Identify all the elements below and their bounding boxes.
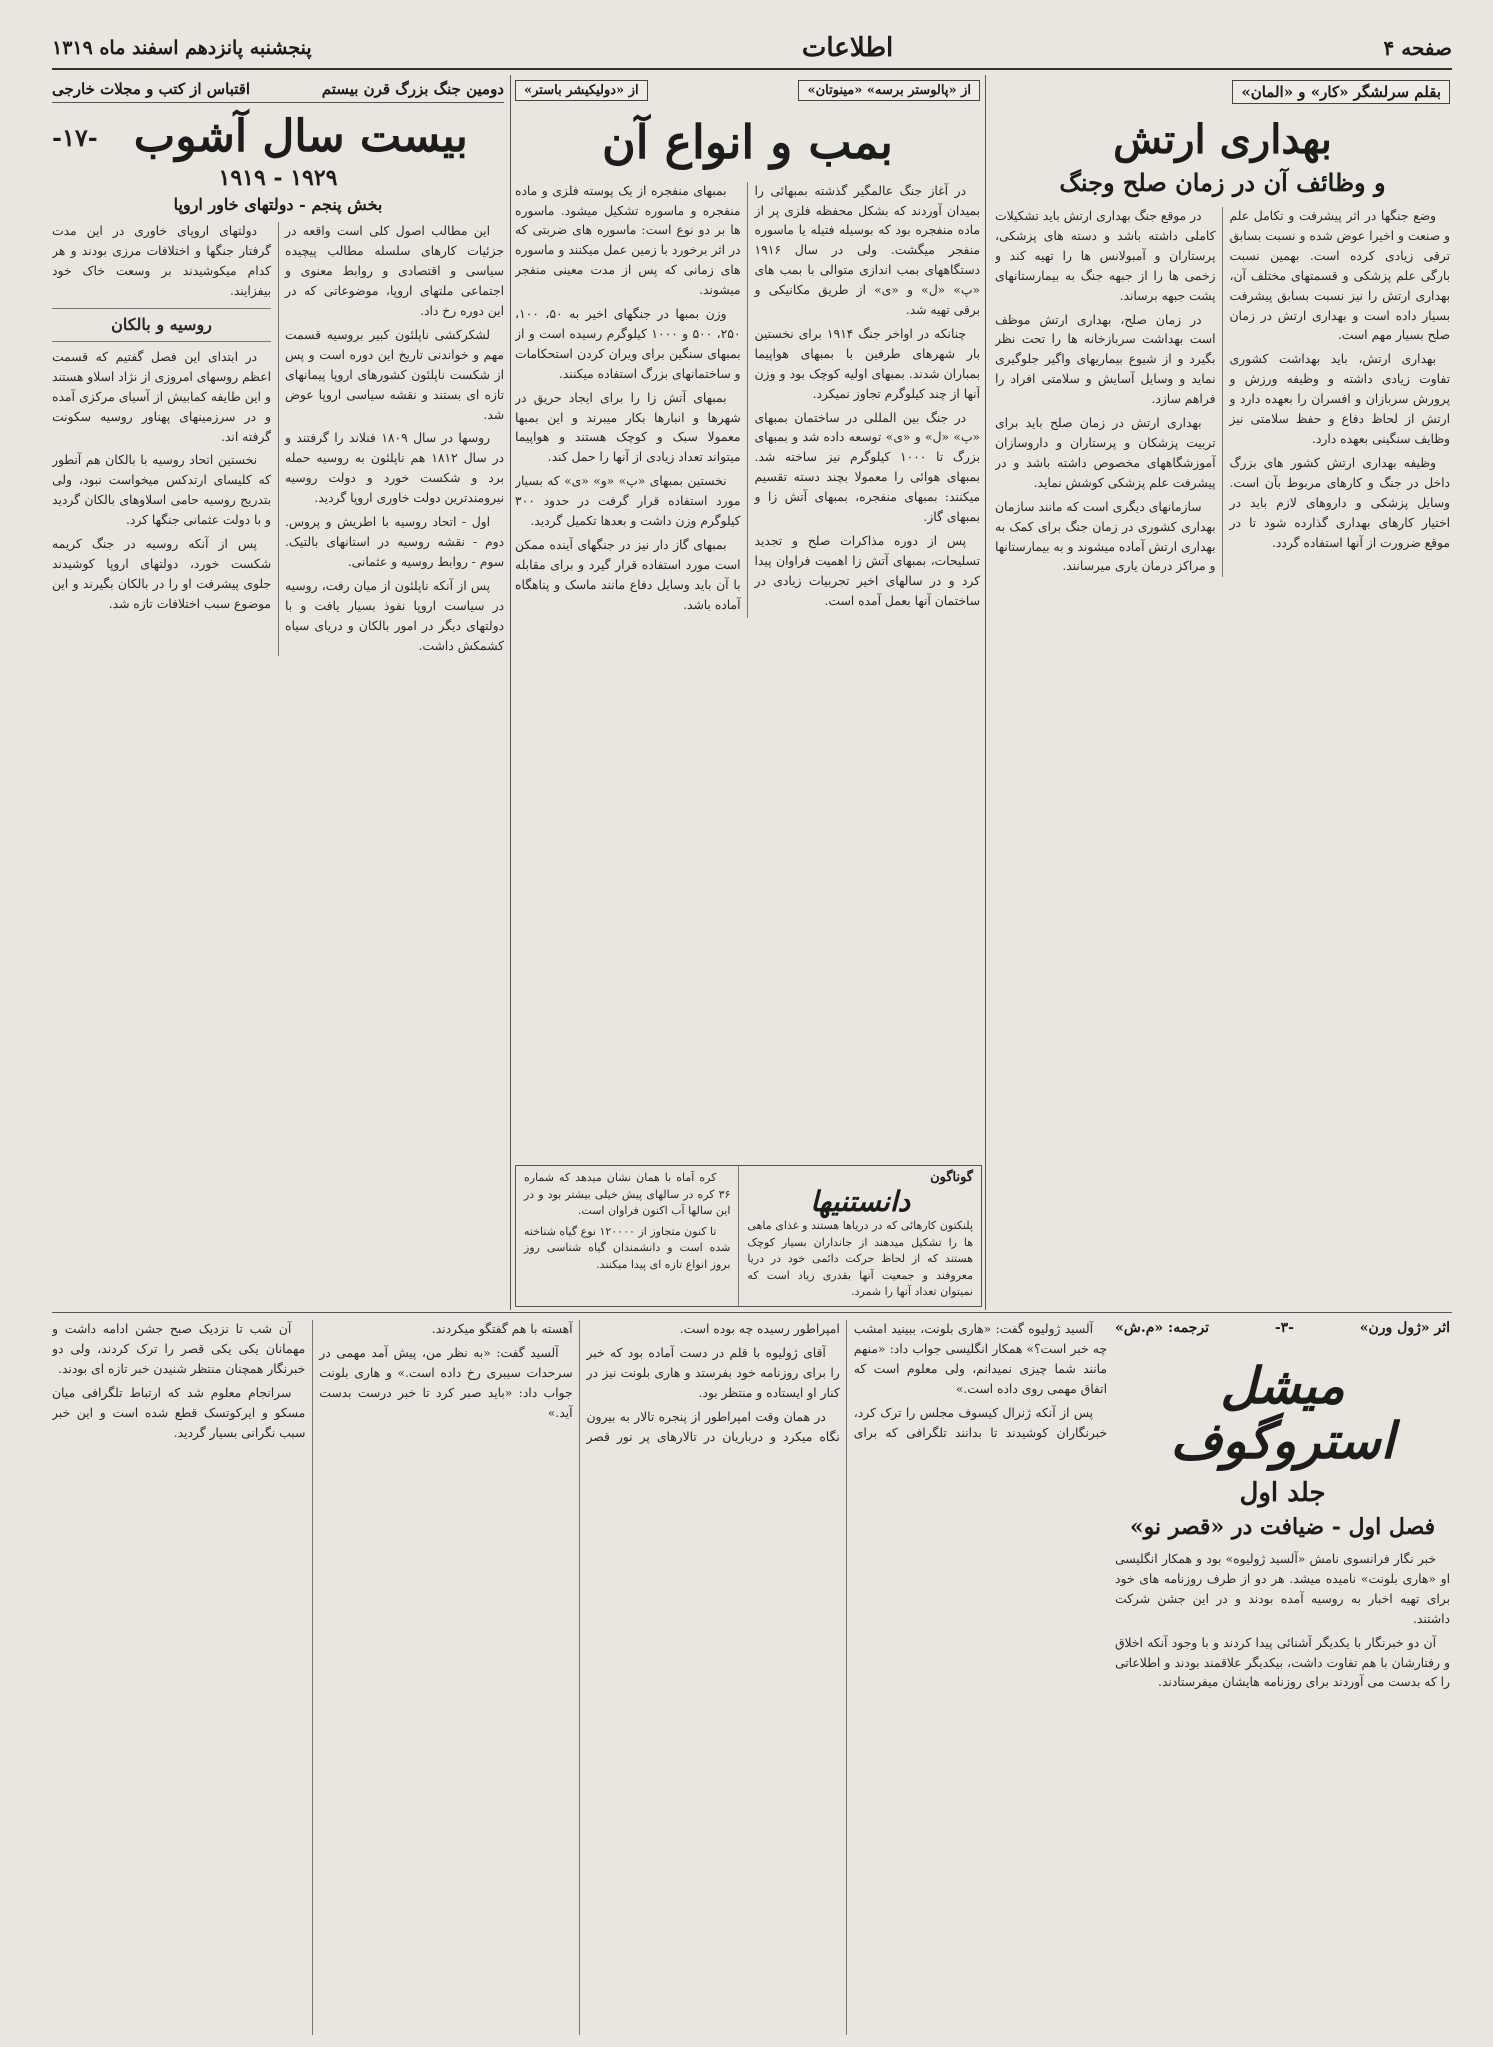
article-bombs-byline-2: از «پالوستر برسه» «مینوتان»	[798, 80, 980, 101]
article-bombs-body	[515, 182, 980, 618]
paragraph: در همان وقت امپراطور از پنجره تالار به بیرون نگاه میکرد و درباریان در تالارهای پر نور قصر آهسته با هم گفتگو میکردند.	[431, 1322, 840, 1444]
paragraph: پس از دوره مذاکرات صلح و تجدید تسلیحات، بمبهای آتش زا اهمیت فراوان پیدا کرد و در سالهای اخیر تجربیات زیادی در ساختمان آنها بعمل آمده است.	[754, 534, 980, 608]
paragraph: پس از آنکه ناپلئون از میان رفت، روسیه در سیاست اروپا نفوذ بسیار یافت و با دولتهای دیگر در امور بالکان و دریای سیاه کشمکش داشت.	[285, 578, 504, 653]
novel-chapter: فصل اول - ضیافت در «قصر نو»	[1129, 1514, 1436, 1540]
paragraph: در جنگ بین المللی در ساختمان بمبهای «پ» «ل» و «ی» توسعه داده شد و بمبهای بزرگ تا ۱۰۰۰ کیلوگرم نیز ساخته شد. بمبهای هوائی را معمولا بچند دسته تقسیم میکنند: بمبهای منفجره، بمبهای آتش زا و بمبهای گاز.	[754, 410, 980, 525]
article-twenty-number: -۱۷-	[52, 122, 98, 152]
paragraph: دولتهای اروپای خاوری در این مدت گرفتار جنگها و اختلافات مرزی بودند و هر کدام میکوشیدند بر وسعت خاک خود بیفزایند.	[52, 224, 271, 299]
paragraph: سازمانهای دیگری است که مانند سازمان بهداری کشوری در زمان جنگ برای کمک به بهداری ارتش آماده میشوند و به بیمارستانها و مراکز درمان یاری میرسانند.	[995, 499, 1216, 574]
paragraph: در ابتدای این فصل گفتیم که قسمت اعظم روسهای امروزی از نژاد اسلاو هستند و این طایفه کمابیش از آسیای مرکزی آمده و در سرزمینهای پهناور روسیه سکونت گرفته اند.	[52, 349, 271, 444]
paragraph: نخستین بمبهای «پ» «و» «ی» که بسیار مورد استفاده قرار گرفت در حدود ۳۰۰ کیلوگرم وزن داشت و بعدها تکمیل گردید.	[515, 474, 741, 529]
paragraph: نخستین اتحاد روسیه با بالکان هم آنطور که کلیسای ارتدکس میخواست نبود، ولی بتدریج روسیه حامی اسلاوهای بالکان گردید و با دولت عثمانی جنگها کرد.	[52, 453, 271, 528]
paragraph: وضع جنگها در اثر پیشرفت و تکامل علم و صنعت و اخیرا عوض شده و نسبت بسابق ترقی زیادی کرده است. بهمین نسبت بارگی علم پزشکی و قسمتهای مختلف آن، بهداری ارتش را نیز نسبت بسابق پیشرفت بسیار داده است و بهداری ارتش در زمان صلح بسیار مهم است.	[1229, 209, 1450, 343]
misc-small-title: گوناگون	[930, 1170, 973, 1185]
paragraph: بهداری ارتش، باید بهداشت کشوری تفاوت زیادی داشته و وظیفه ورزش و پرورش سربازان و افسران را بعهده دارد و ارتش از لحاظ دفاع و حفظ سلامتی نیز وظایف سنگینی بعهده دارد.	[1229, 352, 1450, 446]
paragraph: وزن بمبها در جنگهای اخیر به ۵۰، ۱۰۰، ۲۵۰، ۵۰۰ و ۱۰۰۰ کیلوگرم رسیده است و از بمبهای سنگین برای ویران کردن استحکامات و ساختمانهای بزرگ استفاده میکنند.	[515, 307, 741, 381]
paragraph: آلسید گفت: «به نظر من، پیش آمد مهمی در سرحدات سیبری رخ داده است.» و هاری بلونت جواب داد: «باید صبر کرد تا خبر درست بدست آید.»	[319, 1345, 573, 1420]
article-twenty-series: دومین جنگ بزرگ قرن بیستم	[321, 80, 504, 98]
article-bombs-byline: از «دولیکیشر باستر»	[515, 80, 648, 101]
paragraph: آلسید ژولیوه گفت: «هاری بلونت، ببینید امشب چه خبر است؟» همکار انگلیسی جواب داد: «منهم مانند شما چیزی نمیدانم، ولی معلوم است که اتفاق مهمی روی داده است.»	[853, 1322, 1107, 1396]
paragraph: پس از آنکه روسیه در جنگ کریمه شکست خورد، دولتهای اروپا کوشیدند جلوی پیشرفت او را در بالکان بگیرند و این موضوع سبب اختلافات تازه شد.	[52, 537, 271, 611]
novel-body	[52, 1320, 1107, 2035]
paragraph: آن دو خبرنگار با یکدیگر آشنائی پیدا کردند و با وجود آنکه اخلاق و رفتارشان با هم تفاوت داشت، بیکدیگر علاقمند بودند و اطلاعاتی را که بدست می آوردند برای روزنامه هایشان میفرستادند.	[1115, 1635, 1450, 1690]
misc-title: دانستنیها	[810, 1185, 911, 1218]
paragraph: کره آماه با همان نشان میدهد که شماره ۳۶ کره در سالهای پیش خیلی بیشتر بود و در این سالها آب اکنون فراوان است.	[524, 1171, 731, 1217]
paragraph: لشکرکشی ناپلئون کبیر بروسیه قسمت مهم و خواندنی تاریخ این دوره است و پس از شکست ناپلئون کشورهای اروپا پیمانهای تازه ای بستند و نقشه سیاسی اروپا عوض شد.	[285, 327, 504, 422]
paragraph: بهداری ارتش در زمان صلح باید برای تربیت پزشکان و پرستاران و داروسازان آموزشگاههای مخصوص داشته باشد و در پیشرفت علم پزشکی کوشش نماید.	[995, 416, 1216, 490]
article-twenty-source: اقتباس از کتب و مجلات خارجی	[52, 80, 251, 98]
novel-intro	[1115, 1550, 1450, 1693]
novel-header	[1115, 1320, 1450, 2035]
newspaper-name: اطلاعات	[801, 33, 894, 63]
paragraph: چنانکه در اواخر جنگ ۱۹۱۴ برای نخستین بار شهرهای طرفین با بمبهای هواپیما بمباران شدند. بمبهای اولیه کوچک بود و وزن آنها از چند کیلوگرم تجاوز نمیکرد.	[754, 326, 980, 401]
novel-author: اثر «ژول ورن»	[1359, 1320, 1450, 1336]
paragraph: در موقع جنگ بهداری ارتش باید تشکیلات کاملی داشته باشد و دسته های پزشکی، پرستاران و آمبولانس ها را تهیه کند و زخمی ها را از جبهه جنگ به بیمارستانهای پشت جبهه برساند.	[995, 209, 1216, 303]
article-army-subtitle: و وظائف آن در زمان صلح وجنگ	[1059, 168, 1386, 197]
paragraph: آقای ژولیوه با قلم در دست آماده بود که خبر را برای روزنامه خود بفرستد و هاری بلونت نیز در کنار او ایستاده و منتظر بود.	[586, 1345, 840, 1400]
article-bombs-title: بمب و انواع آن	[602, 115, 893, 169]
page-number: صفحه ۴	[1383, 36, 1452, 60]
paragraph: این مطالب اصول کلی است واقعه در جزئیات کارهای سلسله مطالب پیچیده سیاسی و اقتصادی و روابط معنوی و اجتماعی ملتهای اروپا، موضوعاتی که در این دوره رخ داد.	[285, 224, 504, 319]
article-army-body	[995, 207, 1450, 577]
article-twenty-years: ۱۹۲۹ - ۱۹۱۹	[218, 165, 338, 192]
paragraph: بمبهای گاز دار نیز در جنگهای آینده ممکن است مورد استفاده قرار گیرد و برای مقابله با آن باید وسایل دفاع مانند ماسک و پناهگاه آماده باشد.	[515, 538, 741, 612]
novel-translator: ترجمه: «م.ش»	[1115, 1320, 1210, 1336]
article-twenty-title: بیست سال آشوب	[133, 111, 468, 162]
paragraph: آن شب تا نزدیک صبح جشن ادامه داشت و مهمانان یکی یکی قصر را ترک کردند، ولی دو خبرنگار همچنان منتظر شنیدن خبر تازه ای بودند.	[52, 1322, 306, 1376]
paragraph: خبر نگار فرانسوی نامش «آلسید ژولیوه» بود و همکار انگلیسی او «هاری بلونت» نامیده میشد. هر دو از طرف روزنامه های خود برای تهیه اخبار به روسیه آمده بودند و در این جشن شرکت داشتند.	[1115, 1552, 1450, 1626]
article-army-byline: بقلم سرلشگر «کار» و «المان»	[1232, 80, 1450, 104]
paragraph: وظیفه بهداری ارتش کشور های بزرگ داخل در جنگ و کارهای مربوط بآن است. وسایل پزشکی و داروهای لازم باید در اختیار کارهای بهداری گذارده شود تا در موقع ضرورت از آنها استفاده گردد.	[1229, 455, 1450, 550]
section-rule	[52, 1312, 1452, 1313]
article-twenty-body	[52, 222, 504, 656]
novel-number: -۳-	[1274, 1320, 1294, 1336]
article-bombs	[515, 80, 980, 1160]
column-rule	[510, 75, 511, 1310]
masthead	[52, 28, 1452, 70]
paragraph: در آغاز جنگ عالمگیر گذشته بمبهائی را بمیدان آوردند که بشکل محفظه فلزی پر از ماده منفجره بود که بوسیله فتیله یا ماسوره منفجر میگشت. ولی در سال ۱۹۱۶ دستگاههای بمب اندازی متوالی با بمب های «پ» «ل» و «ی» از طریق مکانیکی و برقی تهیه شد.	[754, 183, 980, 318]
paragraph: بمبهای آتش زا را برای ایجاد حریق در شهرها و انبارها بکار میبرند و این بمبها معمولا سبک و کوچک هستند و هواپیما میتواند تعداد زیادی از آنها را حمل کند.	[515, 390, 741, 465]
article-twenty-part: بخش پنجم - دولتهای خاور اروپا	[173, 195, 383, 215]
article-army-title: بهداری ارتش	[1113, 116, 1332, 163]
issue-date: پنجشنبه پانزدهم اسفند ماه ۱۳۱۹	[52, 37, 312, 59]
paragraph: تا کنون متجاوز از ۱۲۰۰۰۰ نوع گیاه شناخته شده است و دانشمندان گیاه شناسی روز بروز انواع تازه ای پیدا میکنند.	[524, 1224, 731, 1271]
misc-body-1: پلنکتون کارهائی که در دریاها هستند و غذای ماهی ها را تشکیل میدهند از جانداران بسیار کوچک هستند که از لحاظ حرکت دائمی خود در دریا معروفند و جمعیت آنها بقدری زیاد است که نمیتوان تعداد آنها را شمرد.	[747, 1219, 973, 1298]
paragraph: سرانجام معلوم شد که ارتباط تلگرافی میان مسکو و ایرکوتسک قطع شده است و این خبر سبب نگرانی بسیار گردید.	[52, 1385, 306, 1440]
novel-volume: جلد اول	[1239, 1478, 1326, 1508]
section-heading-russia-balkans: روسیه و بالکان	[52, 308, 271, 342]
column-rule	[985, 75, 986, 1310]
article-army-health	[995, 80, 1450, 1305]
paragraph: اول - اتحاد روسیه با اطریش و پروس. دوم - نقشه روسیه در استانهای بالتیک. سوم - روابط روسیه و عثمانی.	[285, 515, 504, 569]
paragraph: بمبهای منفجره از یک پوسته فلزی و ماده منفجره و ماسوره تشکیل میشود. ماسوره ها بر دو نوع است: ماسوره های ضربتی که در اثر برخورد با زمین عمل میکنند و ماسوره های زمانی که پس از مدت معینی منفجر میشوند.	[515, 183, 741, 298]
misc-box	[515, 1165, 982, 1307]
paragraph: پس از آنکه ژنرال کیسوف مجلس را ترک کرد، خبرنگاران کوشیدند تا بدانند تلگرافی که برای امپراطور رسیده چه بوده است.	[679, 1322, 1107, 1440]
article-twenty-years	[52, 80, 504, 1305]
paragraph: روسها در سال ۱۸۰۹ فنلاند را گرفتند و در سال ۱۸۱۲ هم ناپلئون به روسیه حمله برد و شکست خورد و دولت روسیه نیرومندترین دولت خاوری اروپا گردید.	[285, 431, 504, 506]
paragraph: در زمان صلح، بهداری ارتش موظف است بهداشت سربازخانه ها را تحت نظر بگیرد و از شیوع بیماریهای واگیر جلوگیری نماید و وسایل آسایش و سلامتی افراد را فراهم سازد.	[995, 312, 1216, 407]
novel-title: میشل استروگوف	[1170, 1356, 1395, 1470]
